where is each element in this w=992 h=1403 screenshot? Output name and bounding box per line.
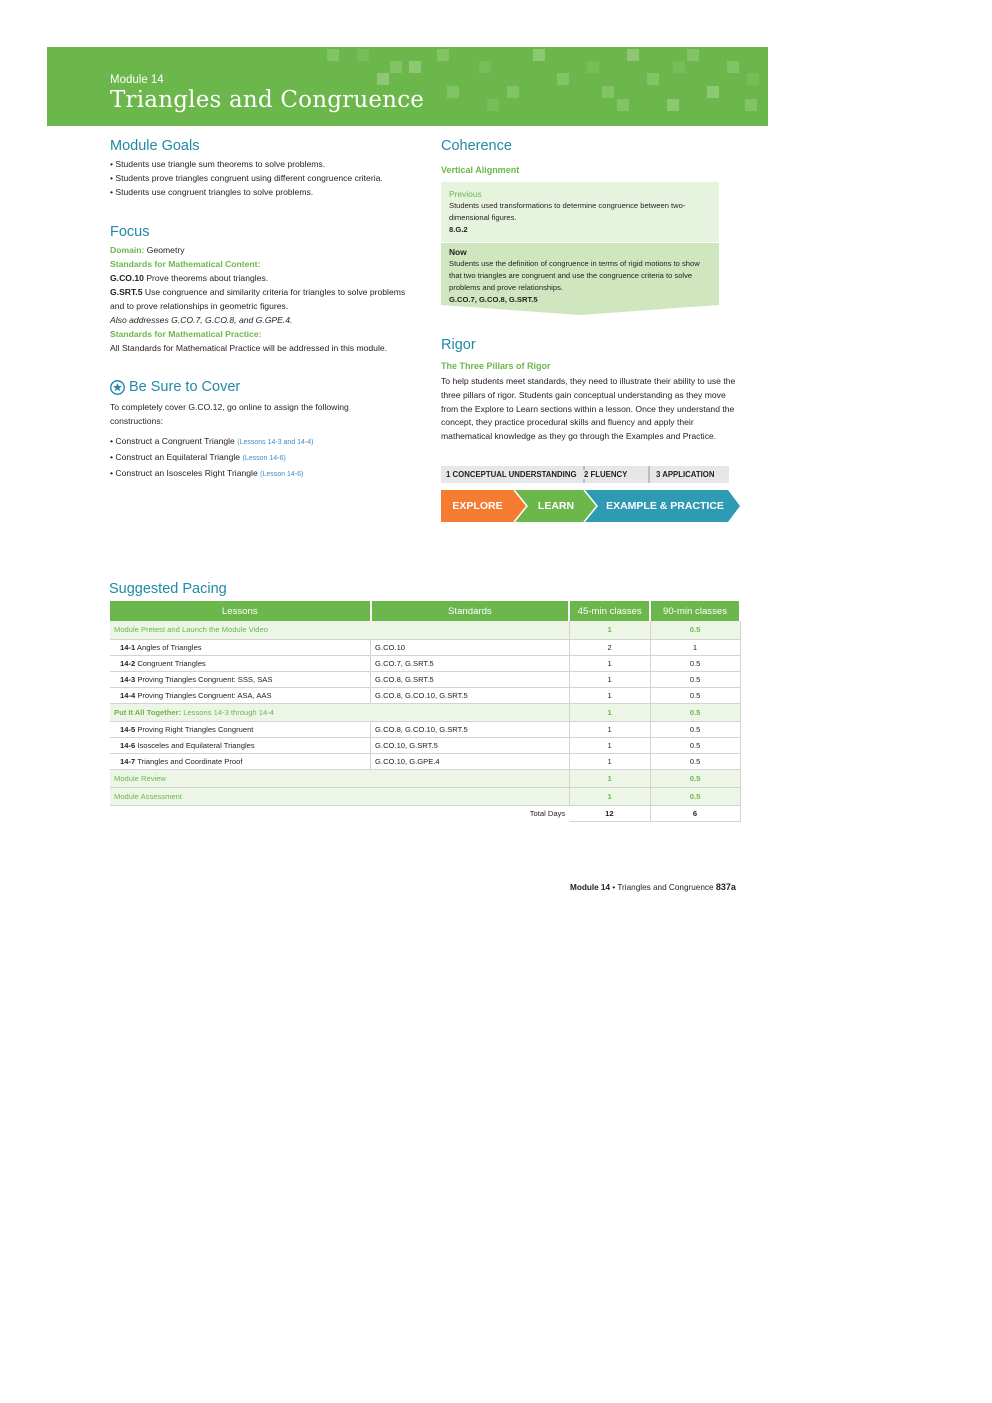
- table-row: [110, 737, 740, 753]
- min90-cell: 0.5: [650, 753, 740, 769]
- table-row: [110, 769, 740, 787]
- footer-separator: •: [612, 883, 616, 892]
- lesson-cell: 14-1 Angles of Triangles: [110, 639, 371, 655]
- lesson-cell: 14-6 Isosceles and Equilateral Triangles: [110, 737, 371, 753]
- standards-cell: G.CO.7, G.SRT.5: [371, 655, 570, 671]
- standards-cell: G.CO.10: [371, 639, 570, 655]
- min45-cell: 1: [569, 769, 650, 787]
- min45-cell: 2: [569, 639, 650, 655]
- pillars-bar: [441, 466, 729, 483]
- focus-block: [110, 243, 420, 355]
- lesson-cell: Module Pretest and Launch the Module Video: [110, 621, 569, 639]
- lesson-cell: Module Review: [110, 769, 569, 787]
- pacing-header-row: [110, 601, 740, 621]
- step-learn: LEARN: [537, 500, 575, 512]
- min90-cell: 0.5: [650, 703, 740, 721]
- pacing-heading: Suggested Pacing: [109, 581, 227, 597]
- goal-item: • Students prove triangles congruent using different congruence criteria.: [110, 171, 420, 185]
- min90-cell: 0.5: [650, 769, 740, 787]
- domain-label: Domain:: [110, 245, 145, 255]
- table-row: [110, 671, 740, 687]
- min45-cell: 1: [569, 621, 650, 639]
- domain-value: Geometry: [146, 245, 185, 255]
- standards-cell: G.CO.10, G.SRT.5: [371, 737, 570, 753]
- col-45-min: 45-min classes: [569, 601, 650, 621]
- col-lessons: Lessons: [110, 601, 371, 621]
- min45-cell: 1: [569, 687, 650, 703]
- min45-cell: 1: [569, 671, 650, 687]
- now-standard: G.CO.7, G.CO.8, G.SRT.5: [449, 295, 538, 304]
- lesson-cell: 14-7 Triangles and Coordinate Proof: [110, 753, 371, 769]
- pacing-table: [110, 601, 741, 822]
- col-90-min: 90-min classes: [650, 601, 740, 621]
- footer-module: Module 14: [570, 883, 611, 892]
- module-title: Triangles and Congruence: [110, 87, 425, 113]
- lesson-ref-link[interactable]: (Lesson 14-6): [260, 471, 304, 478]
- now-text: Students use the definition of congruence in terms of rigid motions to show that two triangles are congruent and use the congruence criteria to solve problems and prove relationships.: [449, 259, 700, 292]
- standard-text: Use congruence and similarity criteria for triangles to solve problems and to prove relationships in geometric figures.: [110, 287, 406, 311]
- module-label: Module 14: [110, 74, 164, 86]
- goal-item: • Students use congruent triangles to solve problems.: [110, 185, 420, 199]
- table-row: [110, 687, 740, 703]
- min90-cell: 0.5: [650, 787, 740, 805]
- standard-code: G.CO.10: [110, 273, 144, 283]
- min45-cell: 1: [569, 737, 650, 753]
- page-number: 837a: [715, 882, 736, 892]
- min90-cell: 0.5: [650, 737, 740, 753]
- now-box: [441, 243, 719, 305]
- page-footer: [570, 882, 736, 892]
- goal-item: • Students use triangle sum theorems to solve problems.: [110, 157, 420, 171]
- standards-cell: G.CO.8, G.SRT.5: [371, 671, 570, 687]
- pillar-conceptual: 1 CONCEPTUAL UNDERSTANDING: [446, 470, 577, 479]
- min45-cell: 1: [569, 703, 650, 721]
- min45-cell: 1: [569, 787, 650, 805]
- cover-item: • Construct an Isosceles Right Triangle (Lesson 14-6): [110, 466, 420, 482]
- focus-heading: Focus: [110, 224, 150, 240]
- now-label: Now: [449, 247, 467, 257]
- pillar-application: 3 APPLICATION: [656, 470, 715, 479]
- step-example-practice: EXAMPLE & PRACTICE: [606, 500, 724, 512]
- rigor-text: To help students meet standards, they need to illustrate their ability to use the three pillars of rigor. Students gain conceptual understanding as they move from the Explore to Learn sections within a lesson. Once they understand the concept, they practice procedural skills and fluency and apply their mathematical knowledge as they go through the Examples and Practice.: [441, 376, 736, 442]
- cover-heading: Be Sure to Cover: [129, 379, 241, 395]
- also-addresses: Also addresses G.CO.7, G.CO.8, and G.GPE.4.: [110, 315, 293, 325]
- rigor-heading: Rigor: [441, 337, 476, 353]
- footer-title: Triangles and Congruence: [617, 883, 714, 892]
- cover-item: • Construct a Congruent Triangle (Lessons 14-3 and 14-4): [110, 434, 420, 450]
- lesson-cell: 14-2 Congruent Triangles: [110, 655, 371, 671]
- standard-code: G.SRT.5: [110, 287, 143, 297]
- goals-heading: Module Goals: [110, 138, 200, 154]
- standards-cell: G.CO.8, G.CO.10, G.SRT.5: [371, 721, 570, 737]
- table-row: [110, 753, 740, 769]
- min45-cell: 1: [569, 721, 650, 737]
- lesson-cell: Module Assessment: [110, 787, 569, 805]
- col-standards: Standards: [371, 601, 570, 621]
- min45-cell: 1: [569, 753, 650, 769]
- step-explore: EXPLORE: [452, 500, 503, 512]
- goals-list: [110, 157, 420, 199]
- cover-item: • Construct an Equilateral Triangle (Lesson 14-6): [110, 450, 420, 466]
- previous-label: Previous: [449, 189, 482, 199]
- previous-text: Students used transformations to determine congruence between two-dimensional figures.: [449, 201, 686, 222]
- lesson-cell: Put It All Together: Lessons 14-3 through 14-4: [110, 703, 569, 721]
- practice-standards-text: All Standards for Mathematical Practice will be addressed in this module.: [110, 343, 388, 353]
- content-standards-label: Standards for Mathematical Content:: [110, 259, 261, 269]
- min45-cell: 1: [569, 655, 650, 671]
- standard-text: Prove theorems about triangles.: [146, 273, 269, 283]
- pillar-fluency: 2 FLUENCY: [584, 470, 628, 479]
- lesson-ref-link[interactable]: (Lesson 14-6): [242, 455, 286, 462]
- total-row: [110, 805, 740, 821]
- table-row: [110, 787, 740, 805]
- table-row: [110, 655, 740, 671]
- table-row: [110, 621, 740, 639]
- cover-intro: To completely cover G.CO.12, go online to assign the following constructions:: [110, 402, 349, 426]
- min90-cell: 1: [650, 639, 740, 655]
- standards-cell: G.CO.10, G.GPE.4: [371, 753, 570, 769]
- total-label: Total Days: [529, 808, 566, 818]
- previous-standard: 8.G.2: [449, 225, 468, 234]
- cover-list: [110, 434, 420, 482]
- lesson-cell: 14-3 Proving Triangles Congruent: SSS, SAS: [110, 671, 371, 687]
- min90-cell: 0.5: [650, 687, 740, 703]
- lesson-cell: 14-4 Proving Triangles Congruent: ASA, AAS: [110, 687, 371, 703]
- total-45: 12: [569, 805, 650, 821]
- min90-cell: 0.5: [650, 655, 740, 671]
- min90-cell: 0.5: [650, 671, 740, 687]
- module-banner: [47, 47, 768, 126]
- now-box-arrow: [441, 305, 719, 315]
- previous-box: [441, 182, 719, 242]
- practice-standards-label: Standards for Mathematical Practice:: [110, 329, 262, 339]
- standards-cell: G.CO.8, G.CO.10, G.SRT.5: [371, 687, 570, 703]
- total-90: 6: [650, 805, 740, 821]
- table-row: [110, 721, 740, 737]
- lesson-ref-link[interactable]: (Lessons 14-3 and 14-4): [237, 439, 314, 446]
- vertical-alignment-label: Vertical Alignment: [441, 165, 520, 175]
- coherence-heading: Coherence: [441, 138, 512, 154]
- three-pillars-label: The Three Pillars of Rigor: [441, 361, 551, 371]
- min90-cell: 0.5: [650, 621, 740, 639]
- table-row: [110, 703, 740, 721]
- min90-cell: 0.5: [650, 721, 740, 737]
- table-row: [110, 639, 740, 655]
- badge-icon: [110, 380, 125, 395]
- lesson-cell: 14-5 Proving Right Triangles Congruent: [110, 721, 371, 737]
- cover-heading-row: [110, 379, 240, 395]
